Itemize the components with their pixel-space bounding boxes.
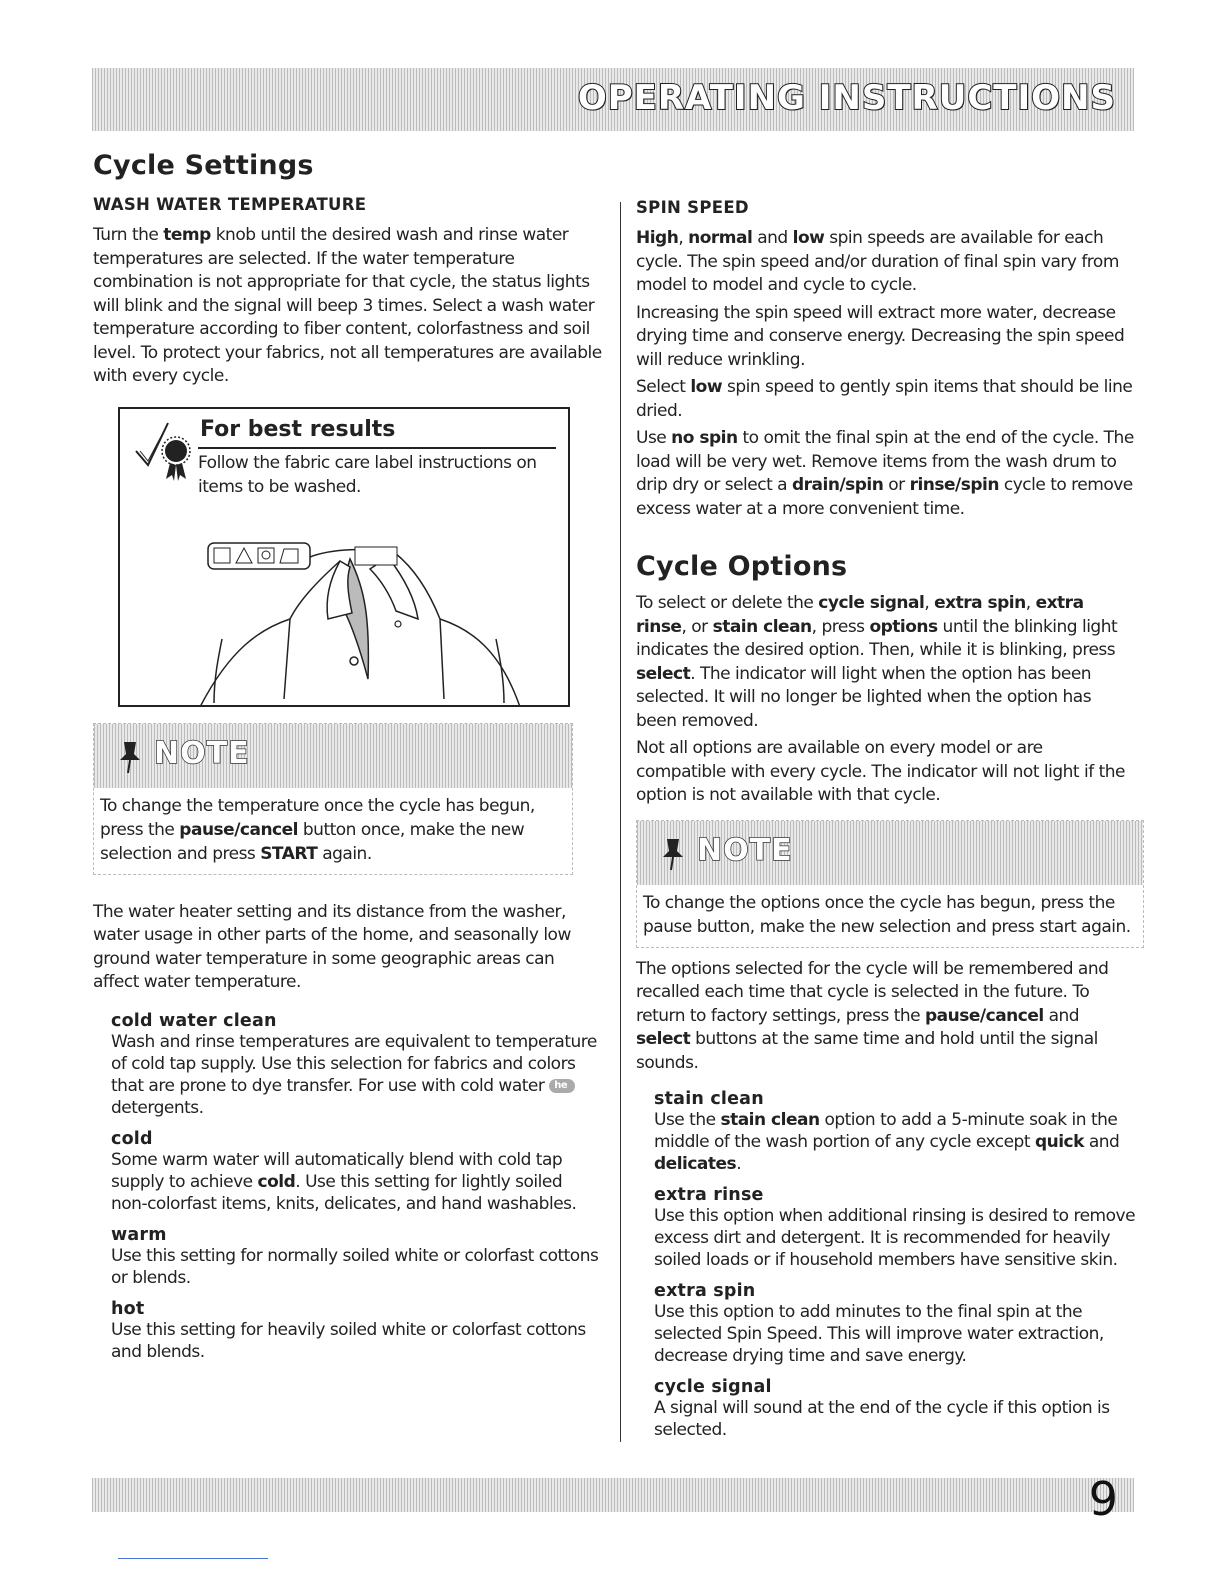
header-banner [92,68,1134,131]
spin-speed-heading: SPIN SPEED [636,198,749,217]
wash-temp-heading: WASH WATER TEMPERATURE [93,195,367,214]
cycle-option-name: extra spin [654,1281,756,1301]
note-text: To change the options once the cycle has begun, press the pause button, make the new selection and press start again. [643,892,1131,937]
temp-option-text: Some warm water will automatically blend with cold tap supply to achieve cold. Use this setting for lightly soiled non-colorfast items, knits, delicates, and hand washables. [111,1149,577,1214]
section-title-cycle-options: Cycle Options [636,551,848,582]
left-column [93,150,603,1363]
temp-option-warm [111,1225,603,1289]
note-header [637,821,1143,885]
best-results-rule [198,447,556,449]
options-paragraph-1: To select or delete the cycle signal, extra spin, extra rinse, or stain clean, press options until the blinking light indicates the desired option. Then, while it is blinking, press select. The indicator will light when the option has been selected. It will no longer be lighted when the option has been removed. [636,593,1118,731]
spin-paragraph-3: Select low spin speed to gently spin items that should be line dried. [636,377,1133,421]
bottom-link-underline [118,1558,268,1559]
page-header-title: OPERATING INSTRUCTIONS [577,78,1116,118]
note-options [636,820,1144,948]
note-temperature [93,723,573,875]
cycle-option-name: stain clean [654,1089,764,1109]
options-paragraph-2: Not all options are available on every model or are compatible with every cycle. The indicator will not light if the option is not available with that cycle. [636,738,1125,805]
best-results-title: For best results [200,416,396,442]
temp-option-hot [111,1299,603,1363]
cycle-option-text: Use this option to add minutes to the final spin at the selected Spin Speed. This will improve water extraction, decrease drying time and save energy. [654,1302,1104,1366]
award-ribbon-icon [132,417,194,487]
temp-option-name: cold [111,1128,153,1149]
temp-option-name: cold water clean [111,1010,277,1031]
cycle-option-text: A signal will sound at the end of the cycle if this option is selected. [654,1398,1110,1440]
he-logo-icon: he [549,1079,575,1093]
temp-option-name: warm [111,1224,167,1245]
cycle-option-text: Use the stain clean option to add a 5-minute soak in the middle of the wash portion of any cycle except quick and delicates. [654,1110,1120,1174]
cycle-option-name: extra rinse [654,1185,764,1205]
spin-paragraph-2: Increasing the spin speed will extract more water, decrease drying time and conserve energy. Decreasing the spin speed will reduce wrinkling. [636,302,1125,370]
temp-option-cold-water-clean [111,1011,603,1119]
options-paragraph-3: The options selected for the cycle will be remembered and recalled each time that cycle is selected in the future. To return to factory settings, press the pause/cancel and select buttons at the same time and hold until the signal sounds. [636,958,1109,1073]
right-column [636,198,1136,1441]
push-pin-icon [116,740,144,774]
best-results-box [118,407,570,707]
cycle-option-cycle-signal [654,1377,1136,1441]
best-results-text: Follow the fabric care label instructions on items to be washed. [198,452,537,497]
temp-option-text: Wash and rinse temperatures are equivalent to temperature of cold tap supply. Use this selection for fabrics and colors that are prone to dye transfer. For use with cold water he detergents. [111,1031,597,1118]
spin-paragraph-1: High, normal and low spin speeds are available for each cycle. The spin speed and/or duration of final spin vary from model to model and cycle to cycle. [636,228,1119,295]
section-title-cycle-settings: Cycle Settings [93,150,314,181]
note-title: NOTE [154,735,250,771]
shirt-care-label-illustration [200,539,530,707]
temp-option-cold [111,1129,603,1215]
footer-band [92,1472,1134,1526]
note-header [94,724,572,788]
note-title: NOTE [697,832,793,868]
cycle-option-extra-rinse [654,1185,1136,1271]
temp-option-text: Use this setting for normally soiled white or colorfast cottons or blends. [111,1245,599,1288]
water-heater-paragraph: The water heater setting and its distance from the washer, water usage in other parts of the home, and seasonally low ground water temperature in some geographic areas can affect water temperature. [93,901,571,992]
column-divider [620,202,621,1442]
wash-temp-paragraph: Turn the temp knob until the desired wash and rinse water temperatures are selected. If the water temperature combination is not appropriate for that cycle, the status lights will blink and the signal will beep 3 times. Select a wash water temperature according to fiber content, colorfastness and soil level. To protect your fabrics, not all temperatures are available with every cycle. [93,225,602,386]
cycle-option-stain-clean [654,1089,1136,1175]
temp-option-name: hot [111,1298,145,1319]
cycle-option-name: cycle signal [654,1377,772,1397]
push-pin-icon [659,837,687,871]
note-text: To change the temperature once the cycle has begun, press the pause/cancel button once, make the new selection and press START again. [100,795,535,864]
page-number: 9 [1088,1472,1118,1526]
cycle-option-extra-spin [654,1281,1136,1367]
spin-paragraph-4: Use no spin to omit the final spin at the end of the cycle. The load will be very wet. Remove items from the wash drum to drip dry or select a drain/spin or rinse/spin cycle to remove excess water at a more convenient time. [636,428,1134,519]
temp-option-text: Use this setting for heavily soiled white or colorfast cottons and blends. [111,1319,586,1362]
cycle-option-text: Use this option when additional rinsing is desired to remove excess dirt and detergent. It is recommended for heavily soiled loads or if household members have sensitive skin. [654,1206,1136,1270]
